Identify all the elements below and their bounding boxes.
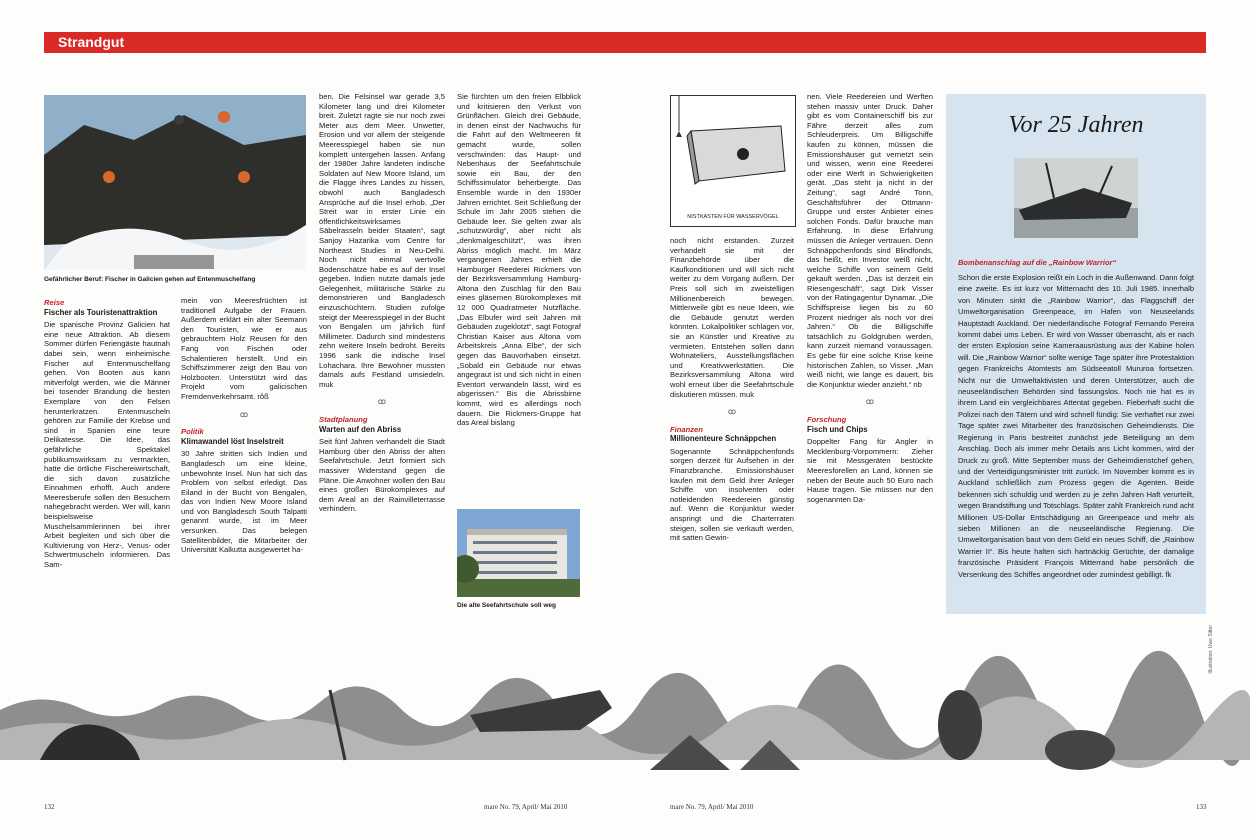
school-photo [457, 509, 580, 597]
photo-caption: Die alte Seefahrtschule soll weg [457, 602, 556, 609]
sidebar-text: Schon die erste Explosion reißt ein Loch in die Außenwand. Dann folgt eine zweite. Es ist kurz vor Mitternacht des 10. Juli 1985. Innerhalb von Minuten sinkt die „Rainbow Warrior“, das Flaggschiff der Umweltorganisation Greenpeace, im Hafen von Neuseelands Hauptstadt Auckland. Der niederländische Fotograf Fernando Pereira kommt dabei ums Leben. Er wird von Wasser überrascht, als er nach der ersten Explosion seine Kameraausrüstung aus der Kabine holen will. Die „Rainbow Warrior“ sollte wenige Tage später ihre Protestaktion gegen Frankreichs Atomtests am Südseeatoll Mururoa fortsetzen. Nicht nur die Umweltaktivisten und deren Unterstützer, auch die neuseeländischen Behörden sind fassungslos. Noch nie hat es in ihrem Land ein vergleichbares Attentat gegeben. Fieberhaft sucht die Polizei nach den Tätern und wird schnell fündig: Sie verhaftet nur zwei Tage später zwei Mitarbeiter des französischen Geheimdiensts. Die Regierung in Paris bestreitet zunächst jede Beteiligung an dem Anschlag. Doch als immer mehr Details ans Licht kommen, wird der Druck zu groß. Mitte September muss der Geheimdienstchef gehen, und der Verteidigungsminister tritt zurück. Im November kommt es in Auckland schließlich zum Prozess gegen die Agenten. Beide bekennen sich schuldig und werden zu je zehn Jahren Haft verurteilt, wegen Brandstiftung und Totschlags. Später zahlt Frankreich rund acht Millionen US-Dollar Entschädigung an Greenpeace und mehr als sieben Millionen an die neuseeländische Regierung. Die Umweltorganisation baut von dem Geld ein neues Schiff, die „Rainbow Warrier II“. Bis heute halten sich hartnäckig Gerüchte, der damalige französische Präsident François Mitterrand habe persönlich die Versenkung des Schiffes angeordnet oder zumindest gebilligt. fk [958, 273, 1194, 579]
article-kicker: Politik [181, 427, 204, 437]
sidebar-body [958, 272, 1194, 607]
page-number-right: 133 [1196, 803, 1207, 811]
article-body: mein von Meeresfrüchten ist traditionell Aufgabe der Frauen. Außerdem erklärt ein alter Seemann den Touristen, wie er aus gebrauchtem Holz Reusen für den Fang von Fischen oder Schalentieren herstellt. Und ein Schiffszimmerer zeigt den Bau von Holzbooten. Unterstützt wird das Projekt vom galicischen Fremdenverkehrsamt. rôß [181, 296, 307, 401]
article-body: Sie fürchten um den freien Elbblick und kritisieren den Verlust von Grünflächen. Gleich drei Gebäude, in denen einst der Nachwuchs für die Fahrt auf den Weltmeeren fit gemacht wurde, sollen verschwinden: das Haupt- und Nebenhaus der Seefahrtschule sowie ein Bau, der den Schiffssimulator beherbergte. Das Ensemble wurde in den 1930er Jahren errichtet. Seit Schließung der Schule im Jahr 2005 stehen die Gebäude leer. Sie gelten zwar als „schutzwürdig“, aber nicht als „denkmalgeschützt“, was ihren Abriss möglich macht. Im März vergangenen Jahres erhielt die Hamburger Reederei Rickmers von der Bezirksversammlung Hamburg-Altona den Zuschlag für den Bau eines gläsernen Bürokomplexes mit 12 000 Quadratmeter Nutzfläche. „Das Elbufer wird seit Jahren mit Gebäuden zugeklotzt“, sagt Fotograf Christian Kaiser aus Altona vom Arbeitskreis „Anna Elbe“, der sich gegen das Bauvorhaben einsetzt. „Sobald ein Gebäude nur etwas angegraut ist und sich nicht in einen Eventort verwandeln lässt, wird es abgerissen.“ Bis die Abrissbirne kommt, wird es allerdings noch dauern. Die Rickmers-Gruppe hat das Areal bislang [457, 92, 581, 428]
fishermen-photo [44, 95, 306, 270]
sidebar-title: Vor 25 Jahren [1008, 112, 1144, 138]
nesting-box-drawing [670, 95, 796, 227]
column-1 [44, 292, 170, 612]
article-body: 30 Jahre stritten sich Indien und Bangladesch um eine kleine, unbewohnte Insel. Nun hat sich das Problem von selbst erledigt. Das Eiland in der Bucht von Bengalen, das von Indien New Moore Island und von Bangladesch South Talpatti genannt wurde, ist im Meer versunken. Das belegen Satellitenbilder, die Mitarbeiter der Universität Kalkutta ausgewertet ha- [181, 449, 307, 555]
section-title: Strandgut [58, 34, 125, 50]
article-body: Die spanische Provinz Galicien hat eine neue Attraktion. Ab diesem Sommer dürfen Feriengäste hautnah dabei sein, wenn einheimische Fischer auf Entenmuschelfang gehen. Von Booten aus kann mitverfolgt werden, wie die Männer bei tosender Brandung die besten Exemplare von den Felsen herunterkratzen. Entenmuscheln gehören zur Familie der Krebse und sind in Spanien eine teure Delikatesse. Die Idee, das gefährliche Spektakel publikumswirksam zu vermarkten, hatte die örtliche Fischereiwirtschaft, die sich davon zusätzliche Einnahmen erhofft. Auch andere Meeresberufe sollen den Besuchern nahegebracht werden. Wer will, kann beispielsweise Muschelsammlerinnen bei ihrer Arbeit begleiten und sich über die Kultivierung von Herz-, Venus- oder Schwertmuscheln informieren. Das Sam- [44, 320, 170, 570]
article-kicker: Finanzen [670, 424, 703, 434]
ornament-icon: ꝏ [239, 409, 249, 419]
article-body: nen. Viele Reedereien und Werften stehen massiv unter Druck. Daher gibt es vom Containerschiff bis zur Fähre derzeit alles zum Schleuderpreis. Um Billigschiffe kaufen zu können, müssen die Emissionshäuser gut vernetzt sein und wissen, wenn eine Reederei oder eine Werft in Schwierigkeiten gerät. „Das steht ja nicht in der Zeitung“, sagt André Tonn, Geschäftsführer der Ottmann-Gruppe und erster Anbieter eines solchen Fonds. Dafür brauche man Erfahrung. In diese Erfahrung müssen die Anleger vertrauen. Denn Schnäppchenfonds sind Blindfonds, das heißt, ein Investor weiß nicht, welche Schiffe von seinem Geld gekauft werden. „Das ist derzeit ein Riesengeschäft“, sagt Dirk Visser von der Ratingagentur Dynamar. „Die Schiffspreise liegen bis zu 60 Prozent niedriger als noch vor drei Jahren.“ Ob die Billigschiffe tatsächlich zu Goldgruben werden, kann zurzeit niemand voraussagen. Es gebe für eine solche Krise keine historischen Zahlen, so Visser. „Man weiß nicht, wie lange es dauert, bis die Konjunktur wieder anzieht.“ nb [807, 92, 933, 389]
ornament-icon: ꝏ [377, 397, 387, 407]
article-body: noch nicht erstanden. Zurzeit verhandelt sie mit der Finanzbehörde über die Kaufkonditionen und will sich nicht weiter zu dem Vorgang äußern. Der Preis soll sich im zweistelligen Millionenbereich bewegen. Mittlerweile gibt es neue Ideen, wie die Gebäude genutzt werden könnten. Lokalpolitiker schlagen vor, sie an Künstler und Kreative zu vermieten. Entstehen sollen dann Wohnateliers, Ausstellungsflächen und Kreativwerkstätten. Die Bezirksversammlung Altona wird wohl erneut über die Seefahrtschule diskutieren müssen. muk [670, 236, 794, 399]
column-3 [319, 92, 445, 612]
article-heading: Millionenteure Schnäppchen [670, 434, 777, 444]
article-body: Seit fünf Jahren verhandelt die Stadt Hamburg über den Abriss der alten Seefahrtschule. Jetzt formiert sich massiver Widerstand gegen die Pläne. Die Anwohner wollen den Bau eines großen Bürokomplexes auf dem Areal an der Rainvilleterrasse verhindern. [319, 437, 445, 514]
article-kicker: Reise [44, 298, 65, 307]
page-number-left: 132 [44, 803, 55, 811]
seabed-illustration [0, 650, 1250, 790]
issue-info-right: mare No. 79, April/ Mai 2010 [670, 803, 754, 811]
article-body: ben. Die Felsinsel war gerade 3,5 Kilometer lang und drei Kilometer breit. Zuletzt ragte sie nur noch zwei Meter aus dem Meer. Unwetter, Erosion und vor allem der steigende Meeresspiegel haben sie nun komplett untergehen lassen. Anfang der 1980er Jahre landeten indische Soldaten auf New Moore Island, um die Flagge ihres Landes zu hissen, obwohl auch Bangladesch Ansprüche auf die Insel erhob. „Der Streit war in erster Linie ein öffentlichkeitswirksames Säbelrasseln beider Staaten“, sagt Sanjoy Hazarika vom Centre for Northeast Studies in Neu-Delhi. Noch nicht einmal wertvolle Bodenschätze habe es auf der Insel gegeben. Indien nutzte damals jede Gelegenheit, militärische Stärke zu demonstrieren und Bangladesch einzuschüchtern. Studien zufolge steigt der Meeresspiegel in der Bucht von Bengalen um jährlich fünf Millimeter. Dadurch sind mindestens zehn weitere Inseln bedroht. Bereits 1996 sank die indische Insel Lohachara. Ihre Bewohner mussten damals aufs Festland umsiedeln. muk [319, 92, 445, 389]
article-body: Sogenannte Schnäppchenfonds sorgen derzeit für Aufsehen in der Finanzbranche. Emissionshäuser kaufen mit dem Geld ihrer Anleger Schiffe von insolventen oder notleidenden Reedereien günstig auf. Wenn die Konjunktur wieder anspringt und die Charterraten steigen, sollen sie verkauft werden, mit satten Gewin- [670, 446, 794, 543]
section-band [44, 32, 1206, 53]
ornament-icon: ꝏ [865, 397, 875, 407]
article-heading: Fisch und Chips [807, 424, 868, 434]
article-heading: Warten auf den Abriss [319, 424, 402, 434]
article-body: Doppelter Fang für Angler in Mecklenburg-Vorpommern: Zieher sie mit Messgeräten bestückte Meeresforellen an Land, können sie neben der Beute auch 50 Euro nach Hause tragen. Sie müssen nur den sogenannten Da- [807, 437, 933, 504]
column-2 [181, 296, 307, 612]
column-4 [457, 92, 581, 502]
column-6 [807, 92, 933, 612]
article-kicker: Stadtplanung [319, 415, 368, 424]
issue-info-left: mare No. 79, April/ Mai 2010 [484, 803, 568, 811]
article-heading: Fischer als Touristenattraktion [44, 307, 158, 317]
article-kicker: Forschung [807, 415, 847, 424]
photo-caption: Gefährlicher Beruf: Fischer in Galicien gehen auf Entenmuschelfang [44, 276, 256, 283]
sidebar-panel [946, 94, 1206, 614]
article-heading: Klimawandel löst Inselstreit [181, 436, 284, 446]
ornament-icon: ꝏ [727, 407, 737, 417]
illustration-credit: Illustration: Uwe Sitter [1208, 625, 1214, 674]
sidebar-kicker: Bombenanschlag auf die „Rainbow Warrior“ [958, 258, 1117, 267]
rainbow-warrior-photo [1014, 158, 1138, 238]
column-5 [670, 236, 794, 612]
drawing-label: NISTKASTEN FÜR WASSERVÖGEL [687, 214, 779, 220]
